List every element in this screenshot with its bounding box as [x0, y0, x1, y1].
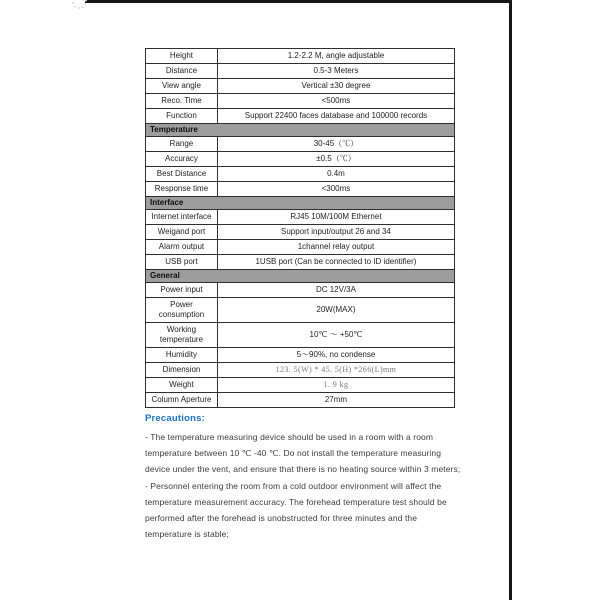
- spec-value: 0.4m: [217, 167, 454, 182]
- spec-value: 123. 5(W) * 45. 5(H) *266(L)mm: [217, 363, 454, 378]
- spec-label: Weight: [146, 378, 218, 393]
- precaution-paragraph: - The temperature measuring device should be used in a room with a room temperature between 10 ℃ -40 ℃. Do not install the temperature measuring device under the vent, and ensure that there is no heating source within 3 meters;: [145, 432, 461, 475]
- spec-value: Support input/output 26 and 34: [217, 225, 454, 240]
- spec-label: Response time: [146, 182, 218, 197]
- spec-value: 30-45（℃）: [217, 137, 454, 152]
- section-header-label: Temperature: [146, 124, 455, 137]
- table-row: [146, 210, 455, 225]
- table-row: [146, 363, 455, 378]
- spec-value: ±0.5（℃）: [217, 152, 454, 167]
- spec-value: 1. 9 kg: [217, 378, 454, 393]
- spec-value: 20W(MAX): [217, 298, 454, 323]
- spec-label: View angle: [146, 79, 218, 94]
- table-section-header-row: [146, 124, 455, 137]
- spec-value: 0.5-3 Meters: [217, 64, 454, 79]
- spec-value: RJ45 10M/100M Ethernet: [217, 210, 454, 225]
- spec-label: Column Aperture: [146, 393, 218, 408]
- table-row: [146, 225, 455, 240]
- spec-value: 5～90%, no condense: [217, 348, 454, 363]
- table-row: [146, 348, 455, 363]
- table-row: [146, 79, 455, 94]
- spec-label: Power consumption: [146, 298, 218, 323]
- spec-label: Humidity: [146, 348, 218, 363]
- table-row: [146, 323, 455, 348]
- table-row: [146, 109, 455, 124]
- spec-value: 1channel relay output: [217, 240, 454, 255]
- spec-value: 1.2-2.2 M, angle adjustable: [217, 49, 454, 64]
- table-row: [146, 393, 455, 408]
- spec-label: Weigand port: [146, 225, 218, 240]
- spec-value: Support 22400 faces database and 100000 records: [217, 109, 454, 124]
- section-header-label: General: [146, 270, 455, 283]
- spec-label: Distance: [146, 64, 218, 79]
- spec-label: Power input: [146, 283, 218, 298]
- spec-label: Internet interface: [146, 210, 218, 225]
- spec-value: <300ms: [217, 182, 454, 197]
- spec-table: [145, 48, 455, 408]
- spec-value: <500ms: [217, 94, 454, 109]
- table-row: [146, 152, 455, 167]
- spec-label: Working temperature: [146, 323, 218, 348]
- table-row: [146, 137, 455, 152]
- table-row: [146, 94, 455, 109]
- page-border-top: [85, 0, 512, 3]
- spec-label: Range: [146, 137, 218, 152]
- page-border-right: [509, 0, 512, 600]
- table-row: [146, 378, 455, 393]
- spec-label: Dimension: [146, 363, 218, 378]
- spec-label: Alarm output: [146, 240, 218, 255]
- table-row: [146, 283, 455, 298]
- spec-value: 1USB port (Can be connected to ID identifier): [217, 255, 454, 270]
- spec-value: DC 12V/3A: [217, 283, 454, 298]
- table-row: [146, 240, 455, 255]
- spec-label: Height: [146, 49, 218, 64]
- spec-label: Best Distance: [146, 167, 218, 182]
- table-row: [146, 49, 455, 64]
- spec-label: Reco. Time: [146, 94, 218, 109]
- precautions-heading: Precautions:: [145, 413, 205, 424]
- precautions-section: [145, 413, 465, 542]
- spec-value: 27mm: [217, 393, 454, 408]
- spec-label: USB port: [146, 255, 218, 270]
- table-row: [146, 167, 455, 182]
- section-header-label: Interface: [146, 197, 455, 210]
- spec-label: Accuracy: [146, 152, 218, 167]
- table-section-header-row: [146, 197, 455, 210]
- table-row: [146, 182, 455, 197]
- table-row: [146, 64, 455, 79]
- spec-value: Vertical ±30 degree: [217, 79, 454, 94]
- table-row: [146, 255, 455, 270]
- table-row: [146, 298, 455, 323]
- watermark-smudge: [72, 0, 87, 9]
- table-section-header-row: [146, 270, 455, 283]
- precautions-body: [145, 429, 465, 542]
- spec-label: Function: [146, 109, 218, 124]
- spec-value: 10℃ ～ +50℃: [217, 323, 454, 348]
- precaution-paragraph: - Personnel entering the room from a cold outdoor environment will affect the temperature measurement accuracy. The forehead temperature test should be performed after the forehead is unobstructed for three minutes and the temperature is stable;: [145, 480, 447, 540]
